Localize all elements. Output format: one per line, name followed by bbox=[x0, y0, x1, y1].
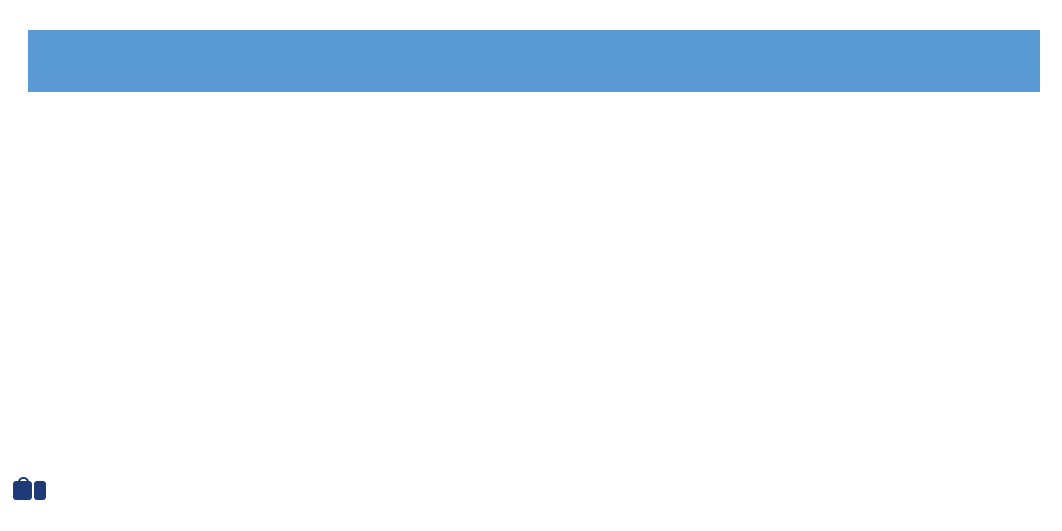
header-food-type bbox=[358, 30, 892, 92]
header-food-amount bbox=[28, 30, 358, 92]
header-meal-time bbox=[892, 30, 1040, 92]
meal-table bbox=[28, 30, 1040, 92]
bag-handle bbox=[18, 477, 29, 485]
store-wordmark bbox=[13, 481, 46, 500]
header-row bbox=[28, 30, 1040, 92]
shopping-bag-icon bbox=[13, 481, 32, 500]
avent-store-logo bbox=[13, 480, 46, 500]
store-rest-label bbox=[34, 481, 46, 500]
